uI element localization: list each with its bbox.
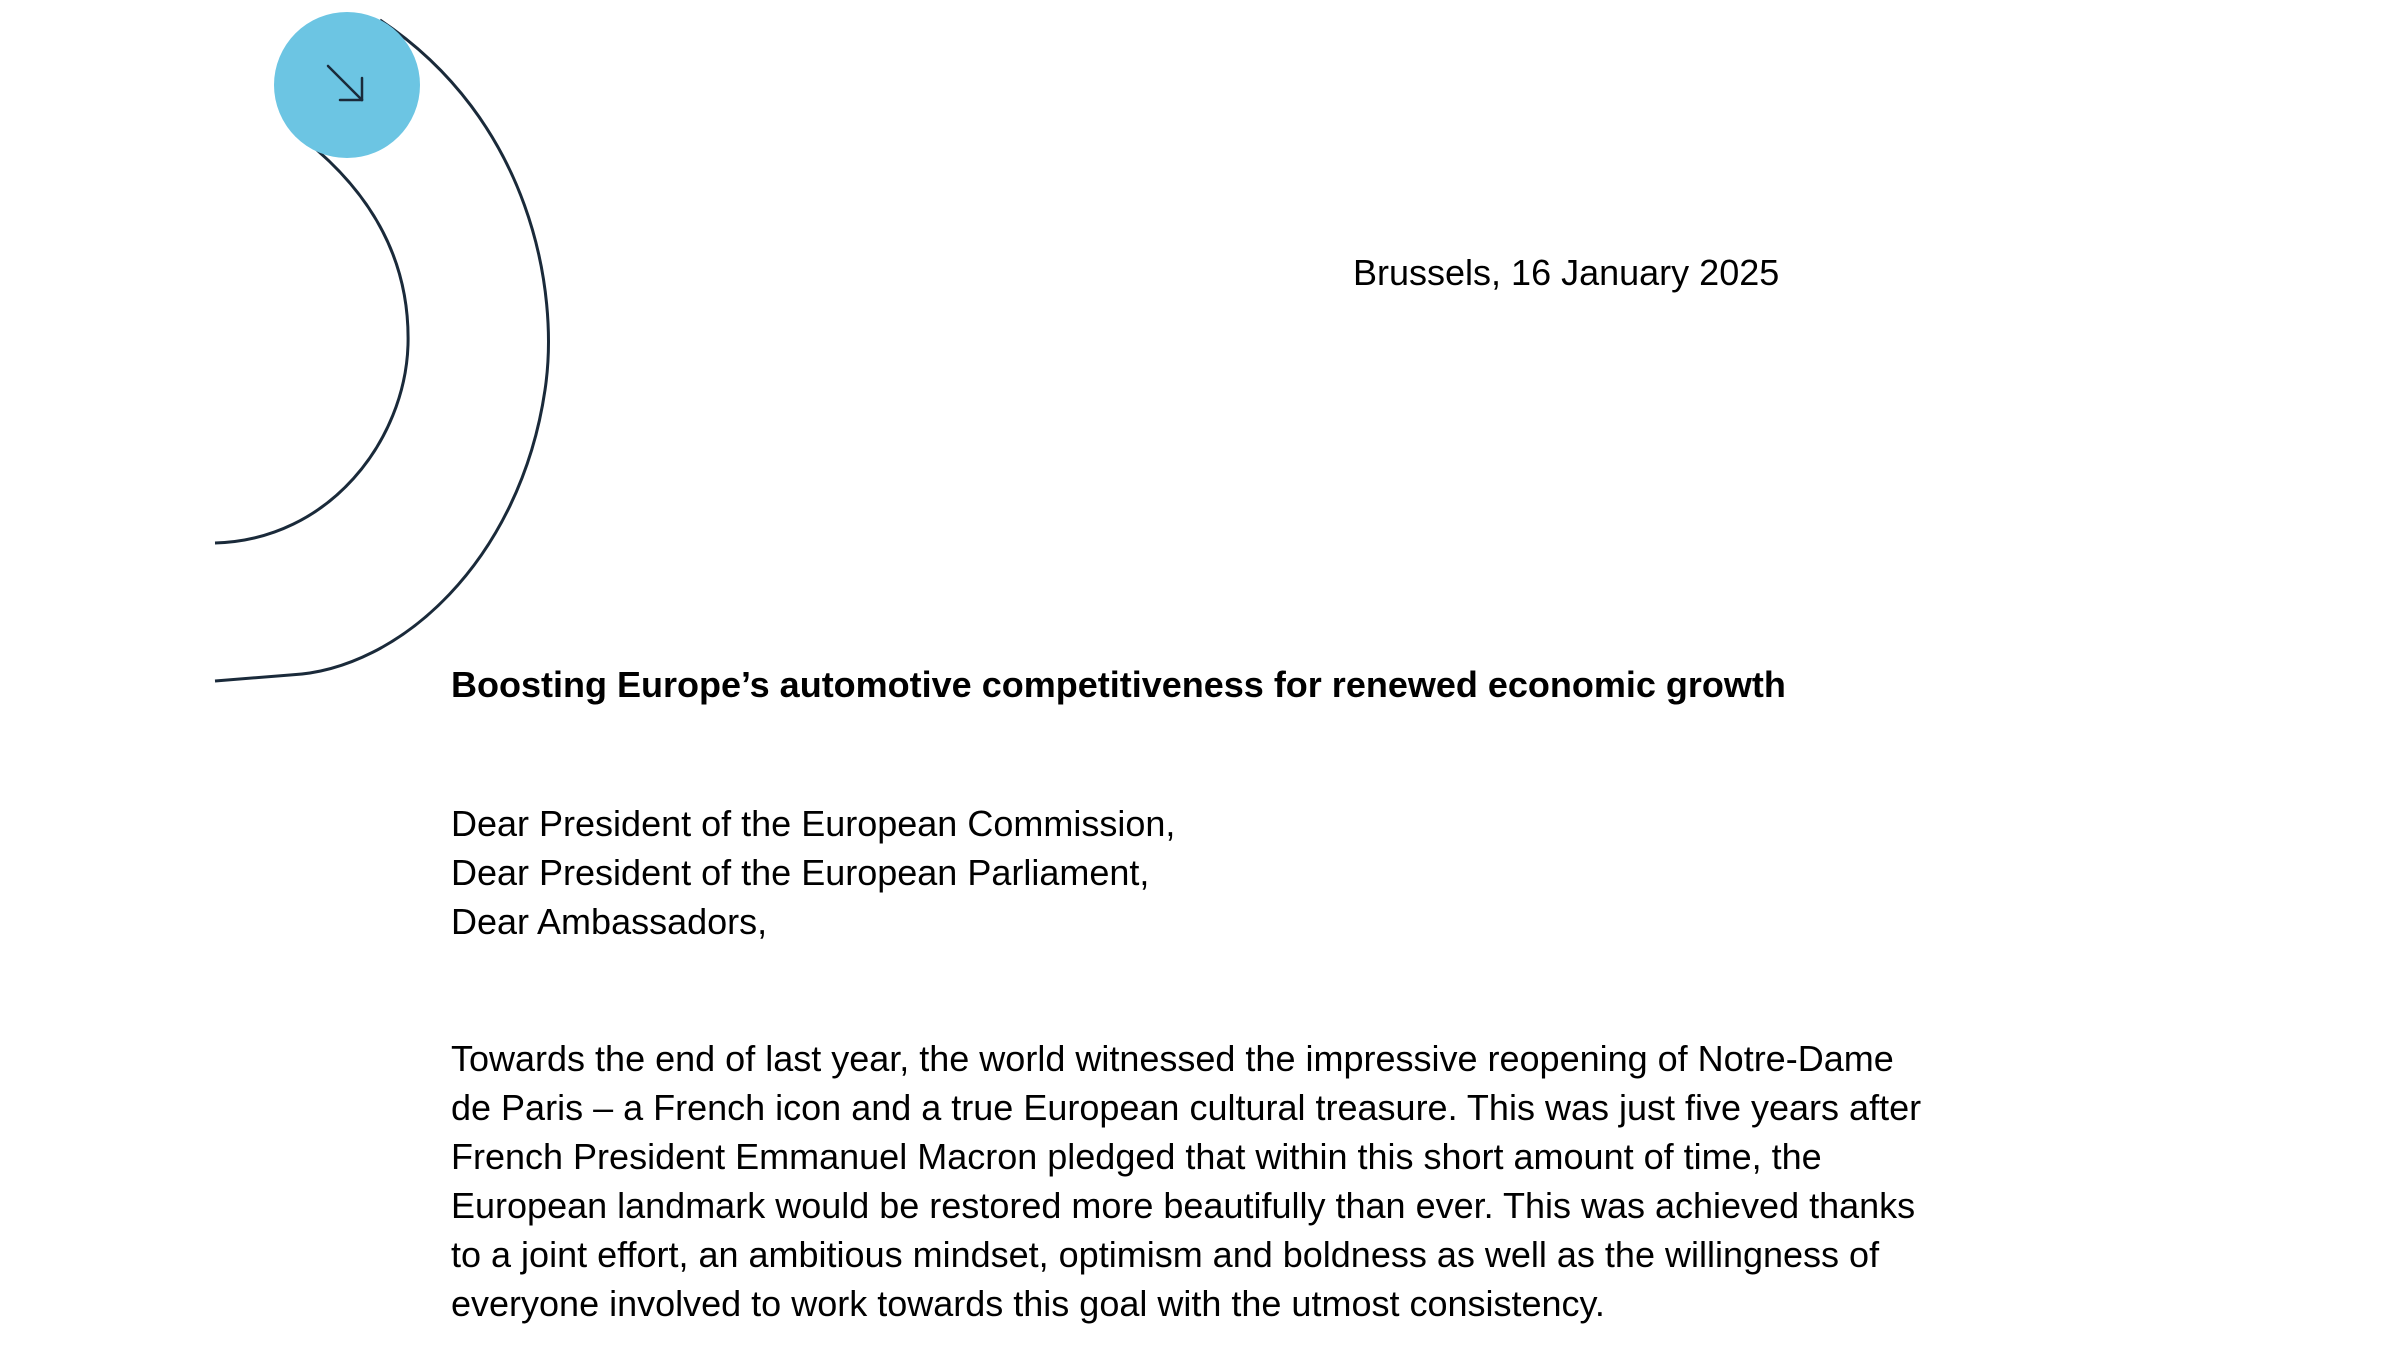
paragraph-line: French President Emmanuel Macron pledged that within this short amount of time, the xyxy=(451,1136,1822,1177)
body-paragraph xyxy=(451,1034,1991,1328)
paragraph-line: everyone involved to work towards this goal with the utmost consistency. xyxy=(451,1283,1605,1324)
letter-date: Brussels, 16 January 2025 xyxy=(1353,252,1780,293)
paragraph-line: de Paris – a French icon and a true European cultural treasure. This was just five years after xyxy=(451,1087,1922,1128)
salutation-block xyxy=(451,799,1175,946)
logo-graphic xyxy=(0,0,600,700)
salutation-line: Dear President of the European Parliament, xyxy=(451,852,1150,893)
inner-arc xyxy=(215,140,408,543)
paragraph-line: to a joint effort, an ambitious mindset, optimism and boldness as well as the willingness of xyxy=(451,1234,1880,1275)
paragraph-line: Towards the end of last year, the world witnessed the impressive reopening of Notre-Dame xyxy=(451,1038,1894,1079)
salutation-line: Dear Ambassadors, xyxy=(451,901,768,942)
letter-title: Boosting Europe’s automotive competitiveness for renewed economic growth xyxy=(451,664,1786,705)
salutation-line: Dear President of the European Commission, xyxy=(451,803,1176,844)
paragraph-line: European landmark would be restored more beautifully than ever. This was achieved thanks xyxy=(451,1185,1916,1226)
